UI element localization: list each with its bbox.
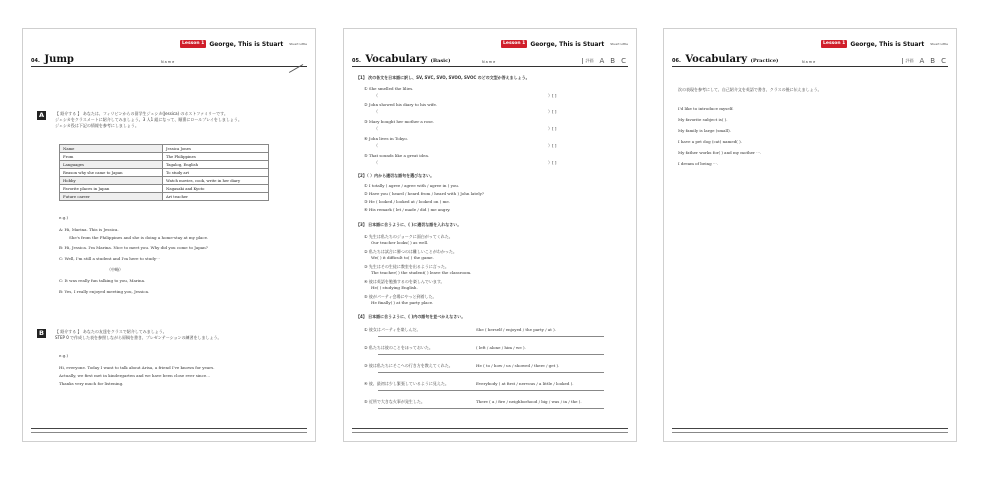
footer-rule [31,428,307,429]
table-value: Jessica Jones [163,145,269,153]
table-row [60,185,269,193]
section-b-instruction-1: 【 紹介する 】 あなたの友達をクラスで紹介してみましょう。 [55,329,167,334]
dialogue-line: A: Hi, Marina. This is Jessica. [59,227,119,232]
expression-line: My favorite subject is( ). [678,117,728,122]
section-title [672,54,778,65]
q2-item: ② Have you ( heard / heard from / heard with ) John lately? [364,191,485,196]
q3-item-en: We( ) it difficult to( ) the game. [371,255,434,260]
section-name: Vocabulary [685,54,748,65]
answer-bracket: ）[ ] [548,109,557,114]
table-value: The Philippines [163,153,269,161]
section-b-instruction-2: STEP 0 で作成した表を参照しながら原稿を書き、プレゼンテーションの練習をしましょう。 [55,335,222,340]
section-kind: (Basic) [430,58,451,64]
table-key: From [60,153,163,161]
paren-open: （ [374,93,378,98]
footer-rule-thin [672,432,948,433]
q3-item-jp: ④ 彼は英語を勉強するのを楽しんでいます。 [364,279,445,284]
q1-item: ① She smelled the lilies. [364,86,414,91]
table-value: Nagasaki and Kyoto [163,185,269,193]
table-value: Tagalog, English [163,161,269,169]
section-name: Jump [44,54,74,65]
table-row [60,169,269,177]
q4-item-jp: ⑤ 近所で大きな火事が発生した。 [364,399,425,404]
paren-open: （ [374,109,378,114]
q2-item: ① I totally ( agree / agree with / agree in ) you. [364,183,460,188]
table-key: Favorite places in Japan [60,185,163,193]
lesson-header [821,39,948,49]
answer-bracket: ）[ ] [548,143,557,148]
answer-line [378,336,604,337]
level-b: B [930,57,936,65]
section-title-bar [672,49,948,67]
q3-item-jp: ② 私たちは試合に勝つのは難しいことがわかった。 [364,249,457,254]
lesson-badge: Lesson 1 [823,41,846,46]
footer-rule-thin [352,432,628,433]
answer-bracket: ）[ ] [548,126,557,131]
speech-line: Actually, we first met in kindergarten and we have been close ever since... [59,373,211,378]
q2-item: ③ He ( looked / looked at / looked on ) me. [364,199,450,204]
answer-bracket: ）[ ] [548,93,557,98]
evaluation-levels [582,57,627,65]
title-underline [672,66,948,67]
q3-item-en: The teacher( ) the student( ) leave the classroom. [371,270,472,275]
table-row [60,145,269,153]
lesson-badge: Lesson 1 [503,41,526,46]
evaluation-levels [902,57,947,65]
worksheet-page-vocabulary-basic [343,28,637,442]
q4-item-jp: ② 私たちは彼のことをほっておいた。 [364,345,433,350]
paren-open: （ [374,143,378,148]
footer-rule [352,428,628,429]
lesson-subtitle: Stuart Little [289,42,307,46]
lesson-header [180,39,307,49]
dialogue-line: B: Hi, Jessica. I'm Marina. Nice to meet you. Why did you come to Japan? [59,245,208,250]
title-underline [31,66,307,67]
q3-heading: 【3】 日本語に合うように、( )に適切な語を入れなさい。 [356,222,462,227]
table-row [60,177,269,185]
name-label: Name [482,60,497,64]
table-key: Future career [60,193,163,201]
table-key: Hobby [60,177,163,185]
section-title-bar [31,49,307,67]
lesson-badge: Lesson 1 [182,41,205,46]
section-b-label: B [37,329,46,338]
answer-bracket: ）[ ] [548,160,557,165]
q3-item-en: Our teacher looks( ) as well. [371,240,429,245]
q1-item: ③ Mary bought her mother a rose. [364,119,435,124]
expression-line: My family is large (small). [678,128,731,133]
q3-item-jp: ① 先生は私たちのジョークに面白がってくれた。 [364,234,453,239]
expression-line: My father works for( ) and my mother ···. [678,150,762,155]
profile-table [59,144,269,201]
level-a: A [919,57,925,65]
expression-line: I'd like to introduce myself. [678,106,734,111]
section-kind: (Practice) [750,58,779,64]
q4-item-en: Everybody ( at first / nervous / a little / looked ). [476,381,574,386]
table-value: To study art [163,169,269,177]
title-underline [352,66,628,67]
evaluation-label: 評価 [902,58,914,64]
lesson-header [501,39,628,49]
section-a-instruction-2: ジェシカをクラスメートに紹介してみましょう。3 人1 組になって、順番にロールプレイをしましょう。 [55,117,242,122]
q2-heading: 【2】（ ）内から適切な語句を選びなさい。 [356,173,435,178]
q4-item-en: He ( to / how / us / showed / there / get ). [476,363,560,368]
table-row [60,161,269,169]
q3-item-jp: ⑤ 彼がパーティ会場にやっと到着した。 [364,294,437,299]
q4-item-en: She ( herself / enjoyed / the party / at ). [476,327,556,332]
level-b: B [610,57,616,65]
section-a-instruction-3: ジェシカ役は下記の情報を参考にしましょう。 [55,123,139,128]
lesson-title: George, This is Stuart [530,40,605,48]
dialogue-line: B: Yes, I really enjoyed meeting you, Jessica. [59,289,150,294]
dialogue-line: C: Well, I'm still a student and I'm here to study··· [59,256,160,261]
q1-heading: 【1】 次の各文を日本語に訳し、SV, SVC, SVO, SVOO, SVOC のどの文型か答えましょう。 [356,75,530,80]
table-value: Watch movies, cook, write in her diary [163,177,269,185]
example-label: e.g.) [59,215,69,220]
q3-item-en: He finally( ) at the party place. [371,300,434,305]
table-key: Reason why she came to Japan [60,169,163,177]
level-c: C [941,57,946,65]
q1-item: ② John showed his diary to his wife. [364,102,438,107]
answer-line [378,372,604,373]
q4-heading: 【4】 日本語に合うように、( )内の語句を並べかえなさい。 [356,314,466,319]
section-a-instruction-1: 【 紹介する 】 あなたは、フィリピンからの留学生ジェシカ(Jessica) のホストファミリーです。 [55,111,228,116]
section-number: 04. [31,58,40,64]
dialogue-line: C: It was really fun talking to you, Marina. [59,278,146,283]
q4-item-en: There ( a / fire / neighborhood / big / was / in / the ). [476,399,582,404]
section-title [352,54,451,65]
worksheet-page-jump [22,28,316,442]
section-a-label: A [38,111,45,119]
q1-item: ④ John lives in Tokyo. [364,136,408,141]
name-label: Name [802,60,817,64]
q4-item-jp: ③ 彼は私たちにそこへの行き方を教えてくれた。 [364,363,453,368]
dialogue-line: She's from the Philippines and she is doing a home-stay at my place. [69,235,209,240]
section-title [31,54,74,65]
table-key: Name [60,145,163,153]
level-c: C [621,57,626,65]
q4-item-jp: ① 彼女はパーティを楽しんだ。 [364,327,421,332]
answer-line [378,354,604,355]
table-key: Languages [60,161,163,169]
table-value: Art teacher [163,193,269,201]
lesson-title: George, This is Stuart [209,40,284,48]
expression-line: I have a pet dog (cat) named( ). [678,139,742,144]
section-number: 06. [672,58,681,64]
q1-item: ⑤ That sounds like a great idea. [364,153,430,158]
lesson-subtitle: Stuart Little [610,42,628,46]
q4-item-jp: ④ 彼、最初は少し緊張しているように見えた。 [364,381,449,386]
name-label: Name [161,60,176,64]
evaluation-label: 評価 [582,58,594,64]
footer-rule-thin [31,432,307,433]
q4-item-en: ( left / alone / him / we ). [476,345,526,350]
q2-item: ④ His remark ( let / made / did ) me angry. [364,207,451,212]
practice-instruction: 次の表現を参考にして、自己紹介文を英語で書き、クラスの後に伝えましょう。 [678,87,822,92]
lesson-title: George, This is Stuart [850,40,925,48]
section-name: Vocabulary [365,54,428,65]
dialogue-omission: （中略） [107,267,123,272]
q3-item-jp: ③ 先生はその生徒に教室を出るように言った。 [364,264,449,269]
table-row [60,153,269,161]
paren-open: （ [374,126,378,131]
table-row [60,193,269,201]
answer-line [378,390,604,391]
paren-open: （ [374,160,378,165]
speech-line: Thanks very much for listening. [59,381,124,386]
speech-line: Hi, everyone. Today I want to talk about Arisa, a friend I've known for years. [59,365,215,370]
expression-line: I dream of being ···. [678,161,719,166]
answer-line [378,408,604,409]
footer-rule [672,428,948,429]
section-title-bar [352,49,628,67]
lesson-subtitle: Stuart Little [930,42,948,46]
worksheet-page-vocabulary-practice [663,28,957,442]
q3-item-en: He( ) studying English. [371,285,418,290]
section-number: 05. [352,58,361,64]
example-label: e.g.) [59,353,69,358]
level-a: A [599,57,605,65]
